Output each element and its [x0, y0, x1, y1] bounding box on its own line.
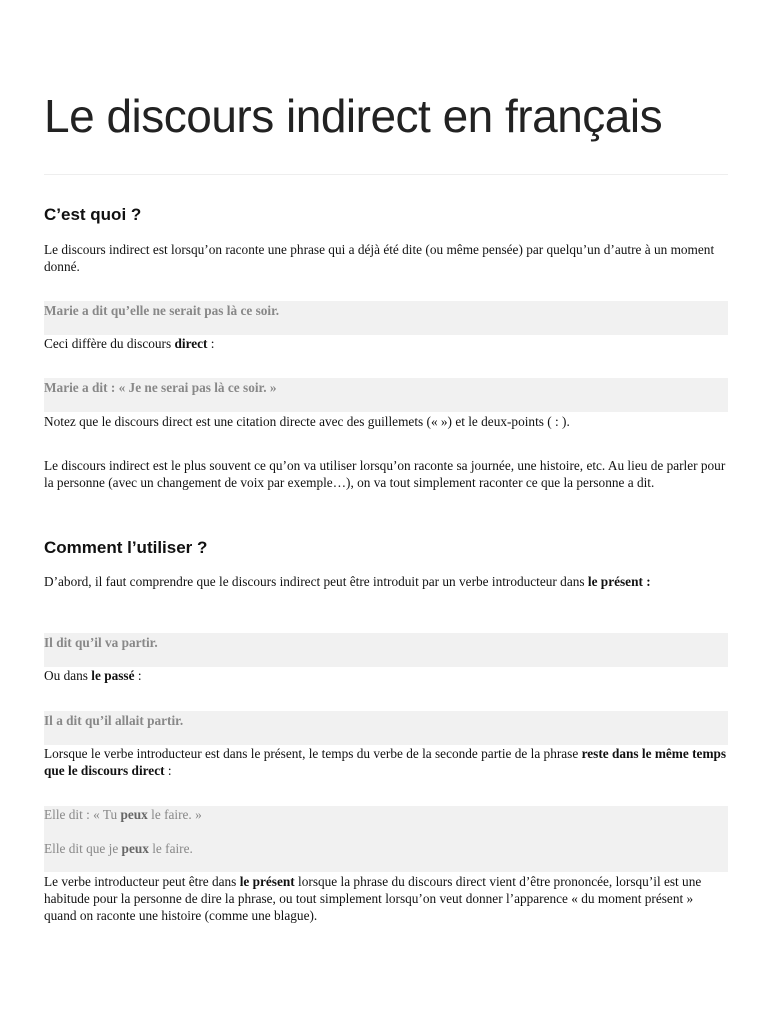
example-block [44, 806, 728, 872]
bold-term: le passé [91, 668, 135, 683]
paragraph-tense-rule [44, 745, 728, 779]
text-span: Ou dans [44, 668, 92, 683]
section-heading-how: Comment l’utiliser ? [44, 538, 208, 557]
paragraph-definition: Le discours indirect est lorsqu’on raconte une phrase qui a déjà été dite (ou même pensée) par quelqu’un d’autre à un moment donné. [44, 242, 715, 274]
text-span: Elle dit : « Tu [44, 807, 121, 822]
example-block [44, 633, 728, 667]
text-span: Le verbe introducteur peut être dans [44, 874, 240, 889]
example-past: Il a dit qu’il allait partir. [44, 713, 184, 728]
bold-term: le présent : [587, 574, 651, 589]
text-span: D’abord, il faut comprendre que le discours indirect peut être introduit par un verbe introducteur dans [44, 574, 588, 589]
text-span: lorsque la phrase du discours direct vient d’être prononcée, lorsqu’il est une habitude pour la personne de dire la phrase, ou tout simplement lorsqu’on veut donner l’apparence « du moment présent » quand on raconte une histoire (comme une blague). [44, 874, 702, 923]
example-block [44, 301, 728, 335]
bold-term: peux [120, 807, 148, 822]
bold-term: le présent [239, 874, 295, 889]
text-span: Ceci diffère du discours [44, 336, 175, 351]
page-title: Le discours indirect en français [44, 90, 663, 142]
paragraph-past [44, 667, 728, 684]
text-span: : [164, 763, 172, 778]
text-span: Elle dit que je [44, 841, 122, 856]
paragraph-note: Notez que le discours direct est une citation directe avec des guillemets (« ») et le deux-points ( : ). [44, 414, 570, 429]
example-block [44, 378, 728, 412]
bold-term: peux [121, 841, 149, 856]
paragraph-present [44, 573, 728, 590]
text-span: : [207, 336, 215, 351]
example-block [44, 711, 728, 745]
text-span: le faire. [148, 841, 193, 856]
bold-term: reste dans le même temps que le discours direct [44, 746, 727, 778]
example-direct-speech [44, 806, 202, 823]
paragraph-present-use [44, 873, 728, 924]
text-span: Lorsque le verbe introducteur est dans le présent, le temps du verbe de la seconde partie de la phrase [44, 746, 582, 761]
paragraph-usage: Le discours indirect est le plus souvent ce qu’on va utiliser lorsqu’on raconte sa journée, une histoire, etc. Au lieu de parler pour la personne (avec un changement de voix par exemple…), on va tout simplement raconter ce que la personne a dit. [44, 458, 726, 490]
title-divider [44, 174, 728, 175]
example-direct: Marie a dit : « Je ne serai pas là ce soir. » [44, 380, 277, 395]
text-span: : [134, 668, 142, 683]
example-present: Il dit qu’il va partir. [44, 635, 158, 650]
paragraph-difference [44, 335, 728, 352]
example-indirect: Marie a dit qu’elle ne serait pas là ce soir. [44, 303, 280, 318]
text-span: le faire. » [147, 807, 202, 822]
section-heading-what: C’est quoi ? [44, 205, 142, 224]
bold-term: direct [174, 336, 208, 351]
example-indirect-speech [44, 840, 193, 857]
